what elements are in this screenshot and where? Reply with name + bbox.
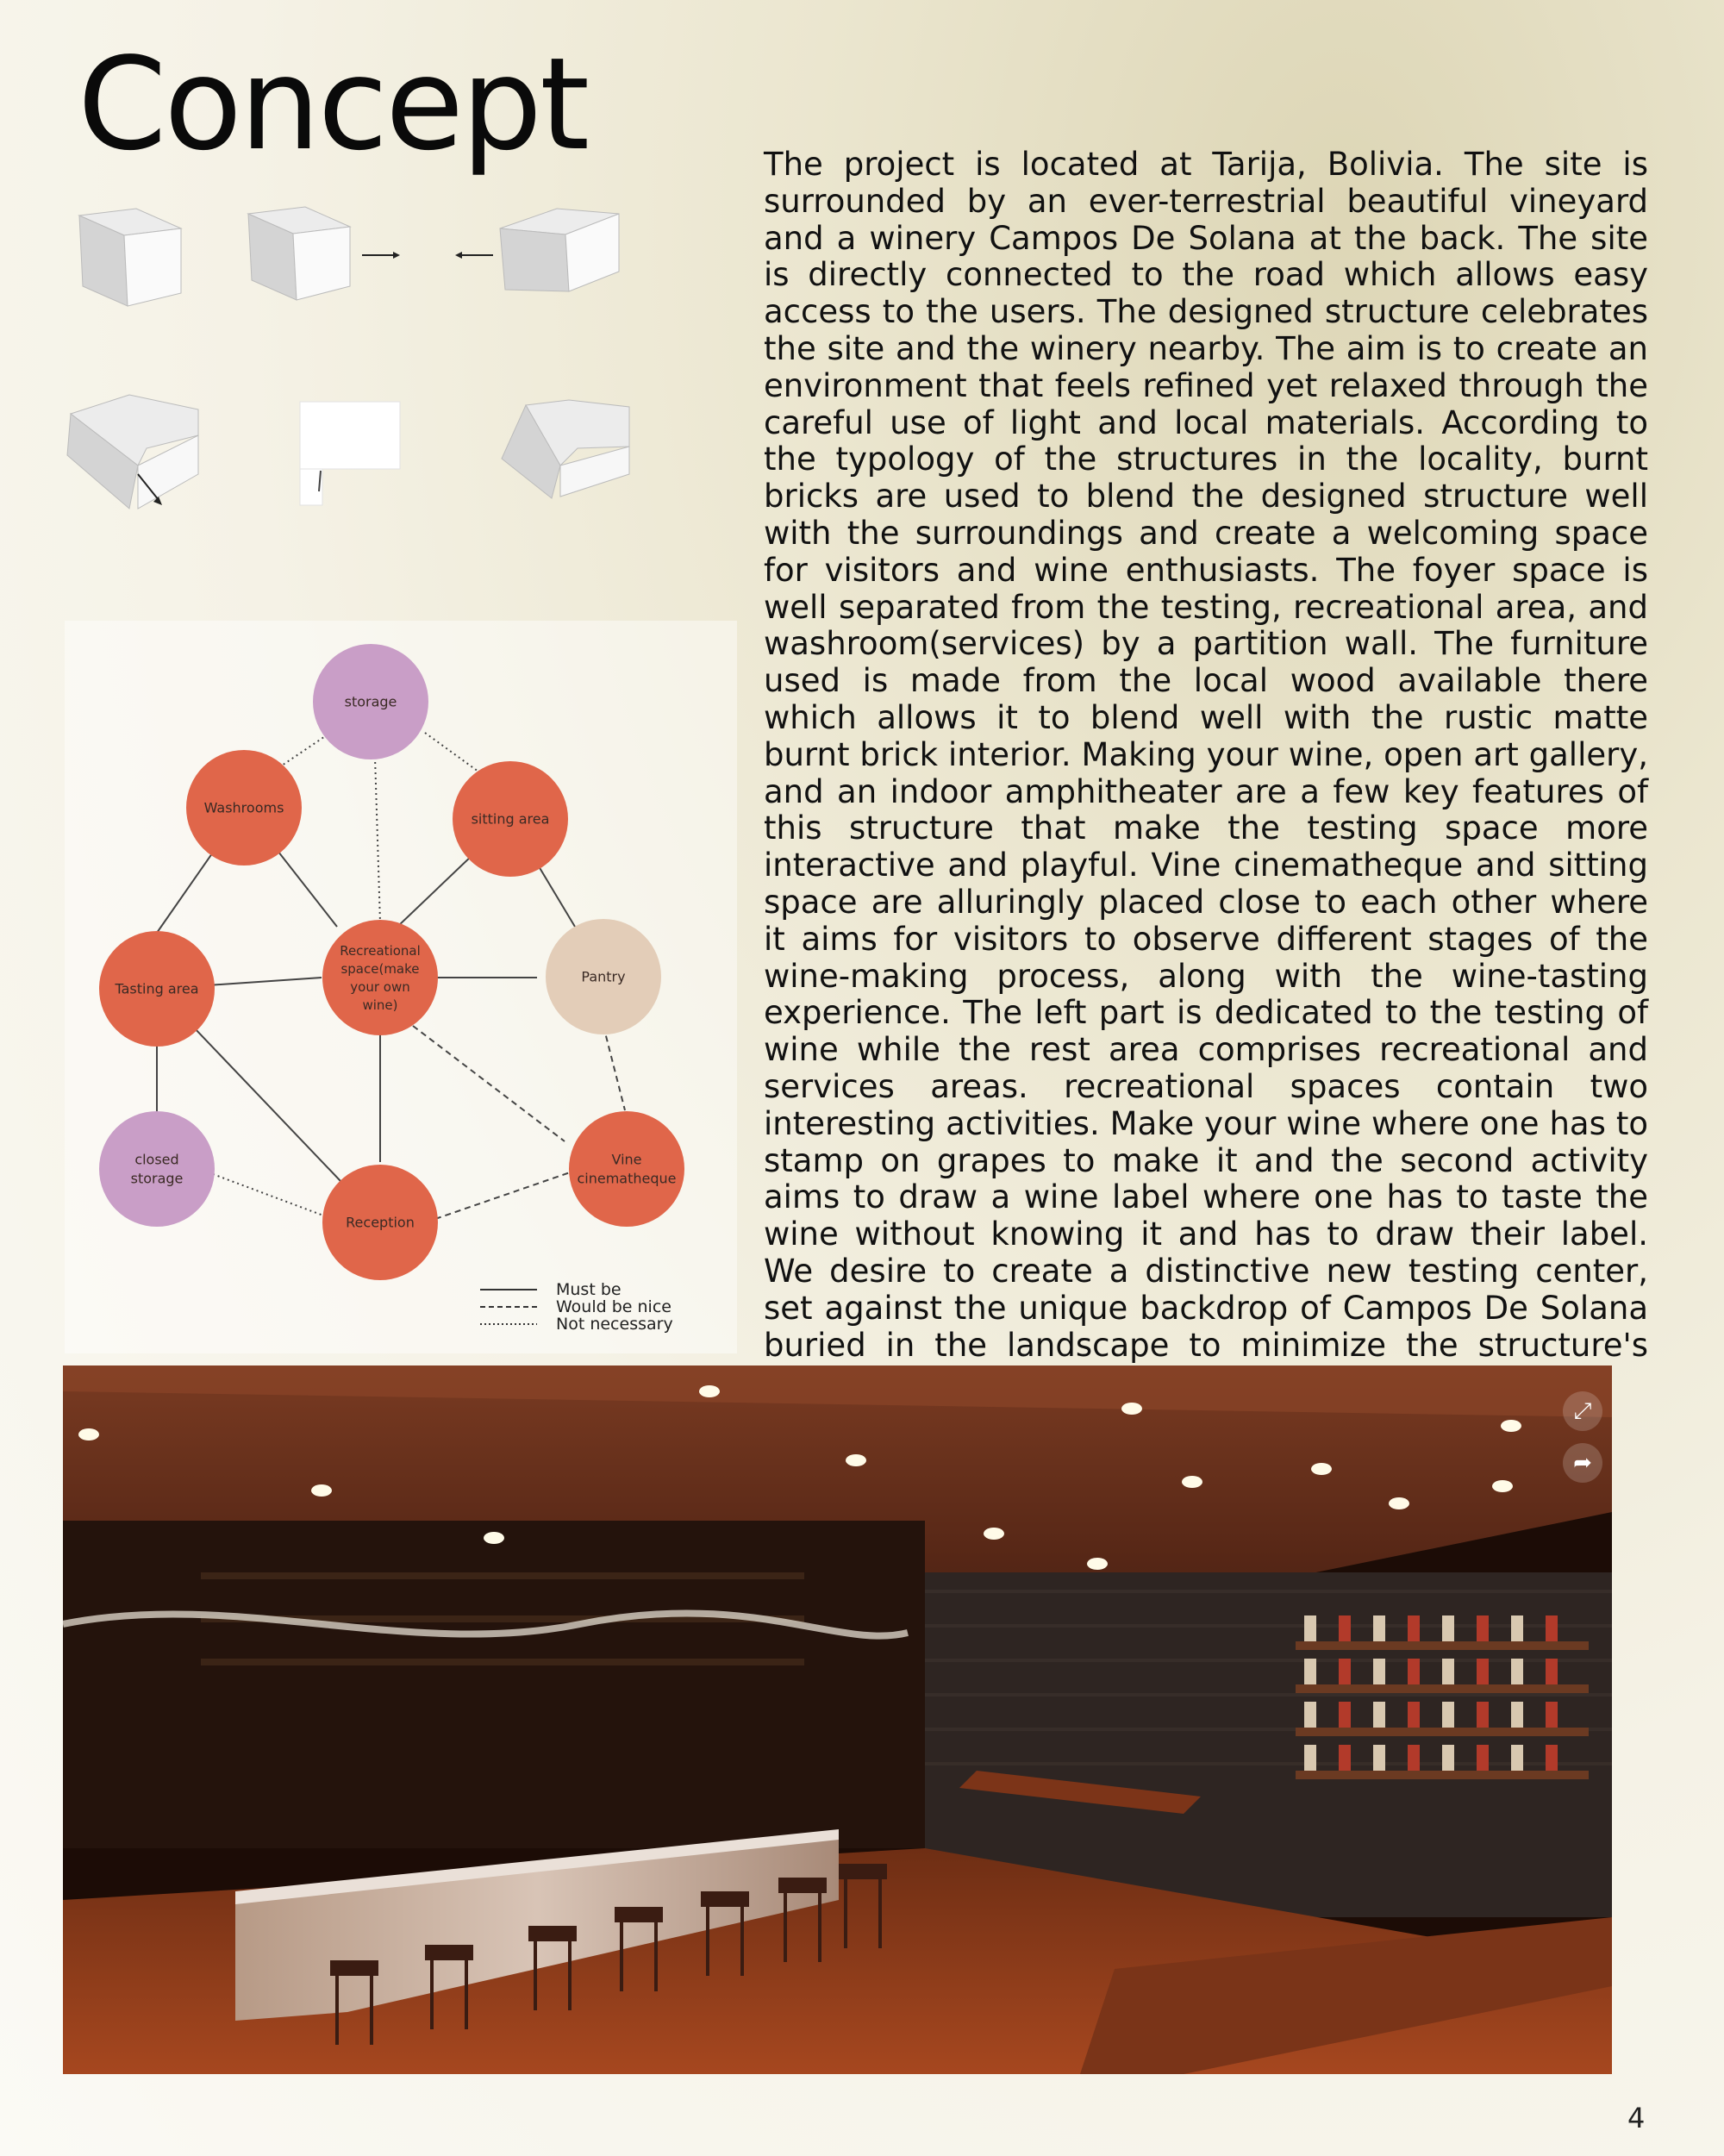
line-reception-vine xyxy=(435,1171,575,1219)
ceiling-light xyxy=(1311,1463,1332,1475)
ceiling-light xyxy=(1087,1558,1108,1570)
node-label-recreational: wine) xyxy=(362,997,398,1013)
bar-stool-leg xyxy=(534,1941,537,2010)
wine-bottle xyxy=(1408,1659,1420,1684)
ceiling-light xyxy=(78,1428,99,1440)
wine-bottle xyxy=(1546,1615,1558,1641)
back-wall xyxy=(63,1521,925,1848)
wine-bottle xyxy=(1546,1745,1558,1771)
line-recreational-vine xyxy=(413,1026,565,1141)
bar-stool-leg xyxy=(620,1922,623,1991)
ceiling-light xyxy=(846,1454,866,1466)
wine-bottle xyxy=(1511,1615,1523,1641)
node-closed xyxy=(99,1111,215,1227)
wine-bottle xyxy=(1304,1615,1316,1641)
wine-bottle xyxy=(1373,1745,1385,1771)
massing-box-3 xyxy=(500,209,619,291)
wine-bottle xyxy=(1511,1702,1523,1728)
wine-bottle xyxy=(1442,1702,1454,1728)
massing-l-shape-3 xyxy=(502,400,629,498)
legend-must-be: Must be xyxy=(556,1280,622,1299)
massing-diagram xyxy=(52,190,655,517)
ceiling-light xyxy=(984,1528,1004,1540)
line-closed-reception xyxy=(213,1174,323,1215)
wine-bottle xyxy=(1339,1745,1351,1771)
line-storage-sitting xyxy=(425,733,478,772)
legend-not-necessary: Not necessary xyxy=(556,1315,673,1334)
node-label-storage: storage xyxy=(344,693,397,710)
node-recreational xyxy=(322,920,438,1035)
ceiling-light xyxy=(1121,1403,1142,1415)
node-reception xyxy=(322,1165,438,1280)
node-circle-closed xyxy=(99,1111,215,1227)
node-label-vine: Vine xyxy=(611,1151,642,1168)
bar-stool xyxy=(528,1926,577,1941)
wine-bottle xyxy=(1408,1702,1420,1728)
legend xyxy=(480,1280,673,1334)
wine-bottle xyxy=(1546,1659,1558,1684)
bar-stool-leg xyxy=(370,1976,373,2045)
node-label-recreational: space(make xyxy=(340,960,420,977)
bar-stool-leg xyxy=(706,1907,709,1976)
wine-bottle xyxy=(1339,1615,1351,1641)
node-label-recreational: Recreational xyxy=(340,942,421,959)
wine-bottle xyxy=(1546,1702,1558,1728)
node-label-vine: cinematheque xyxy=(577,1170,677,1187)
bar-stool-leg xyxy=(740,1907,744,1976)
line-storage-recreational xyxy=(375,757,380,922)
node-circle-recreational xyxy=(322,920,438,1035)
wine-bottle xyxy=(1511,1745,1523,1771)
bar-stool-leg xyxy=(878,1879,882,1948)
massing-l-shape-2 xyxy=(300,402,400,505)
massing-l-shape-1 xyxy=(67,395,198,509)
wine-bottle xyxy=(1477,1659,1489,1684)
bar-stool-leg xyxy=(465,1960,468,2029)
wine-bottle xyxy=(1477,1745,1489,1771)
bar-stool xyxy=(615,1907,663,1922)
node-washrooms xyxy=(186,750,302,866)
interior-render xyxy=(63,1365,1612,2074)
massing-box-2 xyxy=(248,207,350,300)
wine-bottle xyxy=(1373,1615,1385,1641)
bar-stool-leg xyxy=(784,1893,787,1962)
wine-bottle xyxy=(1408,1615,1420,1641)
node-vine xyxy=(569,1111,684,1227)
wine-bottle xyxy=(1511,1659,1523,1684)
line-pantry-vine xyxy=(603,1026,625,1110)
bar-stool xyxy=(701,1891,749,1907)
wine-bottle xyxy=(1304,1702,1316,1728)
bar-stool-leg xyxy=(335,1976,339,2045)
node-label-closed: closed xyxy=(134,1151,179,1168)
wine-bottle xyxy=(1339,1659,1351,1684)
node-tasting xyxy=(99,931,215,1047)
share-arrow-icon[interactable]: ➦ xyxy=(1563,1443,1602,1483)
node-label-tasting: Tasting area xyxy=(115,980,199,997)
wine-bottle xyxy=(1339,1702,1351,1728)
wine-bottle xyxy=(1304,1745,1316,1771)
expand-icon[interactable]: ⤢ xyxy=(1563,1391,1602,1431)
bar-stool xyxy=(425,1945,473,1960)
massing-box-1 xyxy=(79,209,181,306)
ceiling-light xyxy=(484,1532,504,1544)
ceiling-light xyxy=(1182,1476,1202,1488)
ceiling-light xyxy=(699,1385,720,1397)
wine-bottle xyxy=(1304,1659,1316,1684)
bar-stool-leg xyxy=(844,1879,847,1948)
adjacency-diagram xyxy=(65,621,737,1353)
wine-bottle xyxy=(1373,1702,1385,1728)
ceiling-light xyxy=(1389,1497,1409,1509)
node-label-sitting: sitting area xyxy=(471,810,550,828)
bar-stool xyxy=(778,1878,827,1893)
node-label-recreational: your own xyxy=(350,978,410,995)
concept-description: The project is located at Tarija, Bolivia. The site is surrounded by an ever-terrestrial beautiful vineyard and a winery Campos De Solana at the back. The site is directly connected to the road which allows easy access to the users. The designed structure celebrates the site and the winery nearby. The aim is to create an environment that feels refined yet relaxed through the careful use of light and local materials. According to the typology of the structures in the locality, burnt bricks are used to blend the designed structure well with the surroundings and create a welcoming space for visitors and wine enthusiasts. The foyer space is well separated from the testing, recreational area, and washroom(services) by a partition wall. The furniture used is made from the local wood available there which allows it to blend well with the rustic matte burnt brick interior. Making your wine, open art gallery, and an indoor amphitheater are a few key features of this structure that make the testing space more interactive and playful. Vine cinematheque and sitting space are alluringly placed close to each other where it aims for visitors to observe different stages of the wine-making process, along with the wine-tasting experience. The left part is dedicated to the testing of wine while the rest area comprises recreational and services areas. recreational spaces contain two interesting activities. Make your wine where one has to stamp on grapes to make it and the second activity aims to draw a wine label where one has to taste the wine without knowing it and has to draw their label. We desire to create a distinctive new testing center, set against the unique backdrop of Campos De Solana buried in the landscape to minimize the structure's xyxy=(764,146,1648,1364)
wine-bottle xyxy=(1477,1615,1489,1641)
node-pantry xyxy=(546,919,661,1034)
wine-bottle xyxy=(1477,1702,1489,1728)
wine-bottle xyxy=(1442,1745,1454,1771)
node-storage xyxy=(313,644,428,759)
bar-stool xyxy=(839,1864,887,1879)
node-circle-vine xyxy=(569,1111,684,1227)
page-number: 4 xyxy=(1627,2102,1646,2134)
bar-stool-leg xyxy=(654,1922,658,1991)
ceiling-light xyxy=(311,1484,332,1497)
node-sitting xyxy=(453,761,568,877)
bar-stool-leg xyxy=(430,1960,434,2029)
wine-bottle xyxy=(1442,1659,1454,1684)
legend-would-be-nice: Would be nice xyxy=(556,1297,671,1316)
ceiling-light xyxy=(1492,1480,1513,1492)
page-title: Concept xyxy=(78,30,588,178)
wine-bottle xyxy=(1442,1615,1454,1641)
bar-stool-leg xyxy=(818,1893,821,1962)
bar-stool-leg xyxy=(568,1941,572,2010)
node-label-closed: storage xyxy=(130,1170,184,1187)
node-label-washrooms: Washrooms xyxy=(203,799,284,816)
wine-bottle xyxy=(1373,1659,1385,1684)
node-label-pantry: Pantry xyxy=(581,968,626,985)
bar-stool xyxy=(330,1960,378,1976)
node-label-reception: Reception xyxy=(346,1214,415,1231)
wine-bottle xyxy=(1408,1745,1420,1771)
ceiling-light xyxy=(1501,1420,1521,1432)
